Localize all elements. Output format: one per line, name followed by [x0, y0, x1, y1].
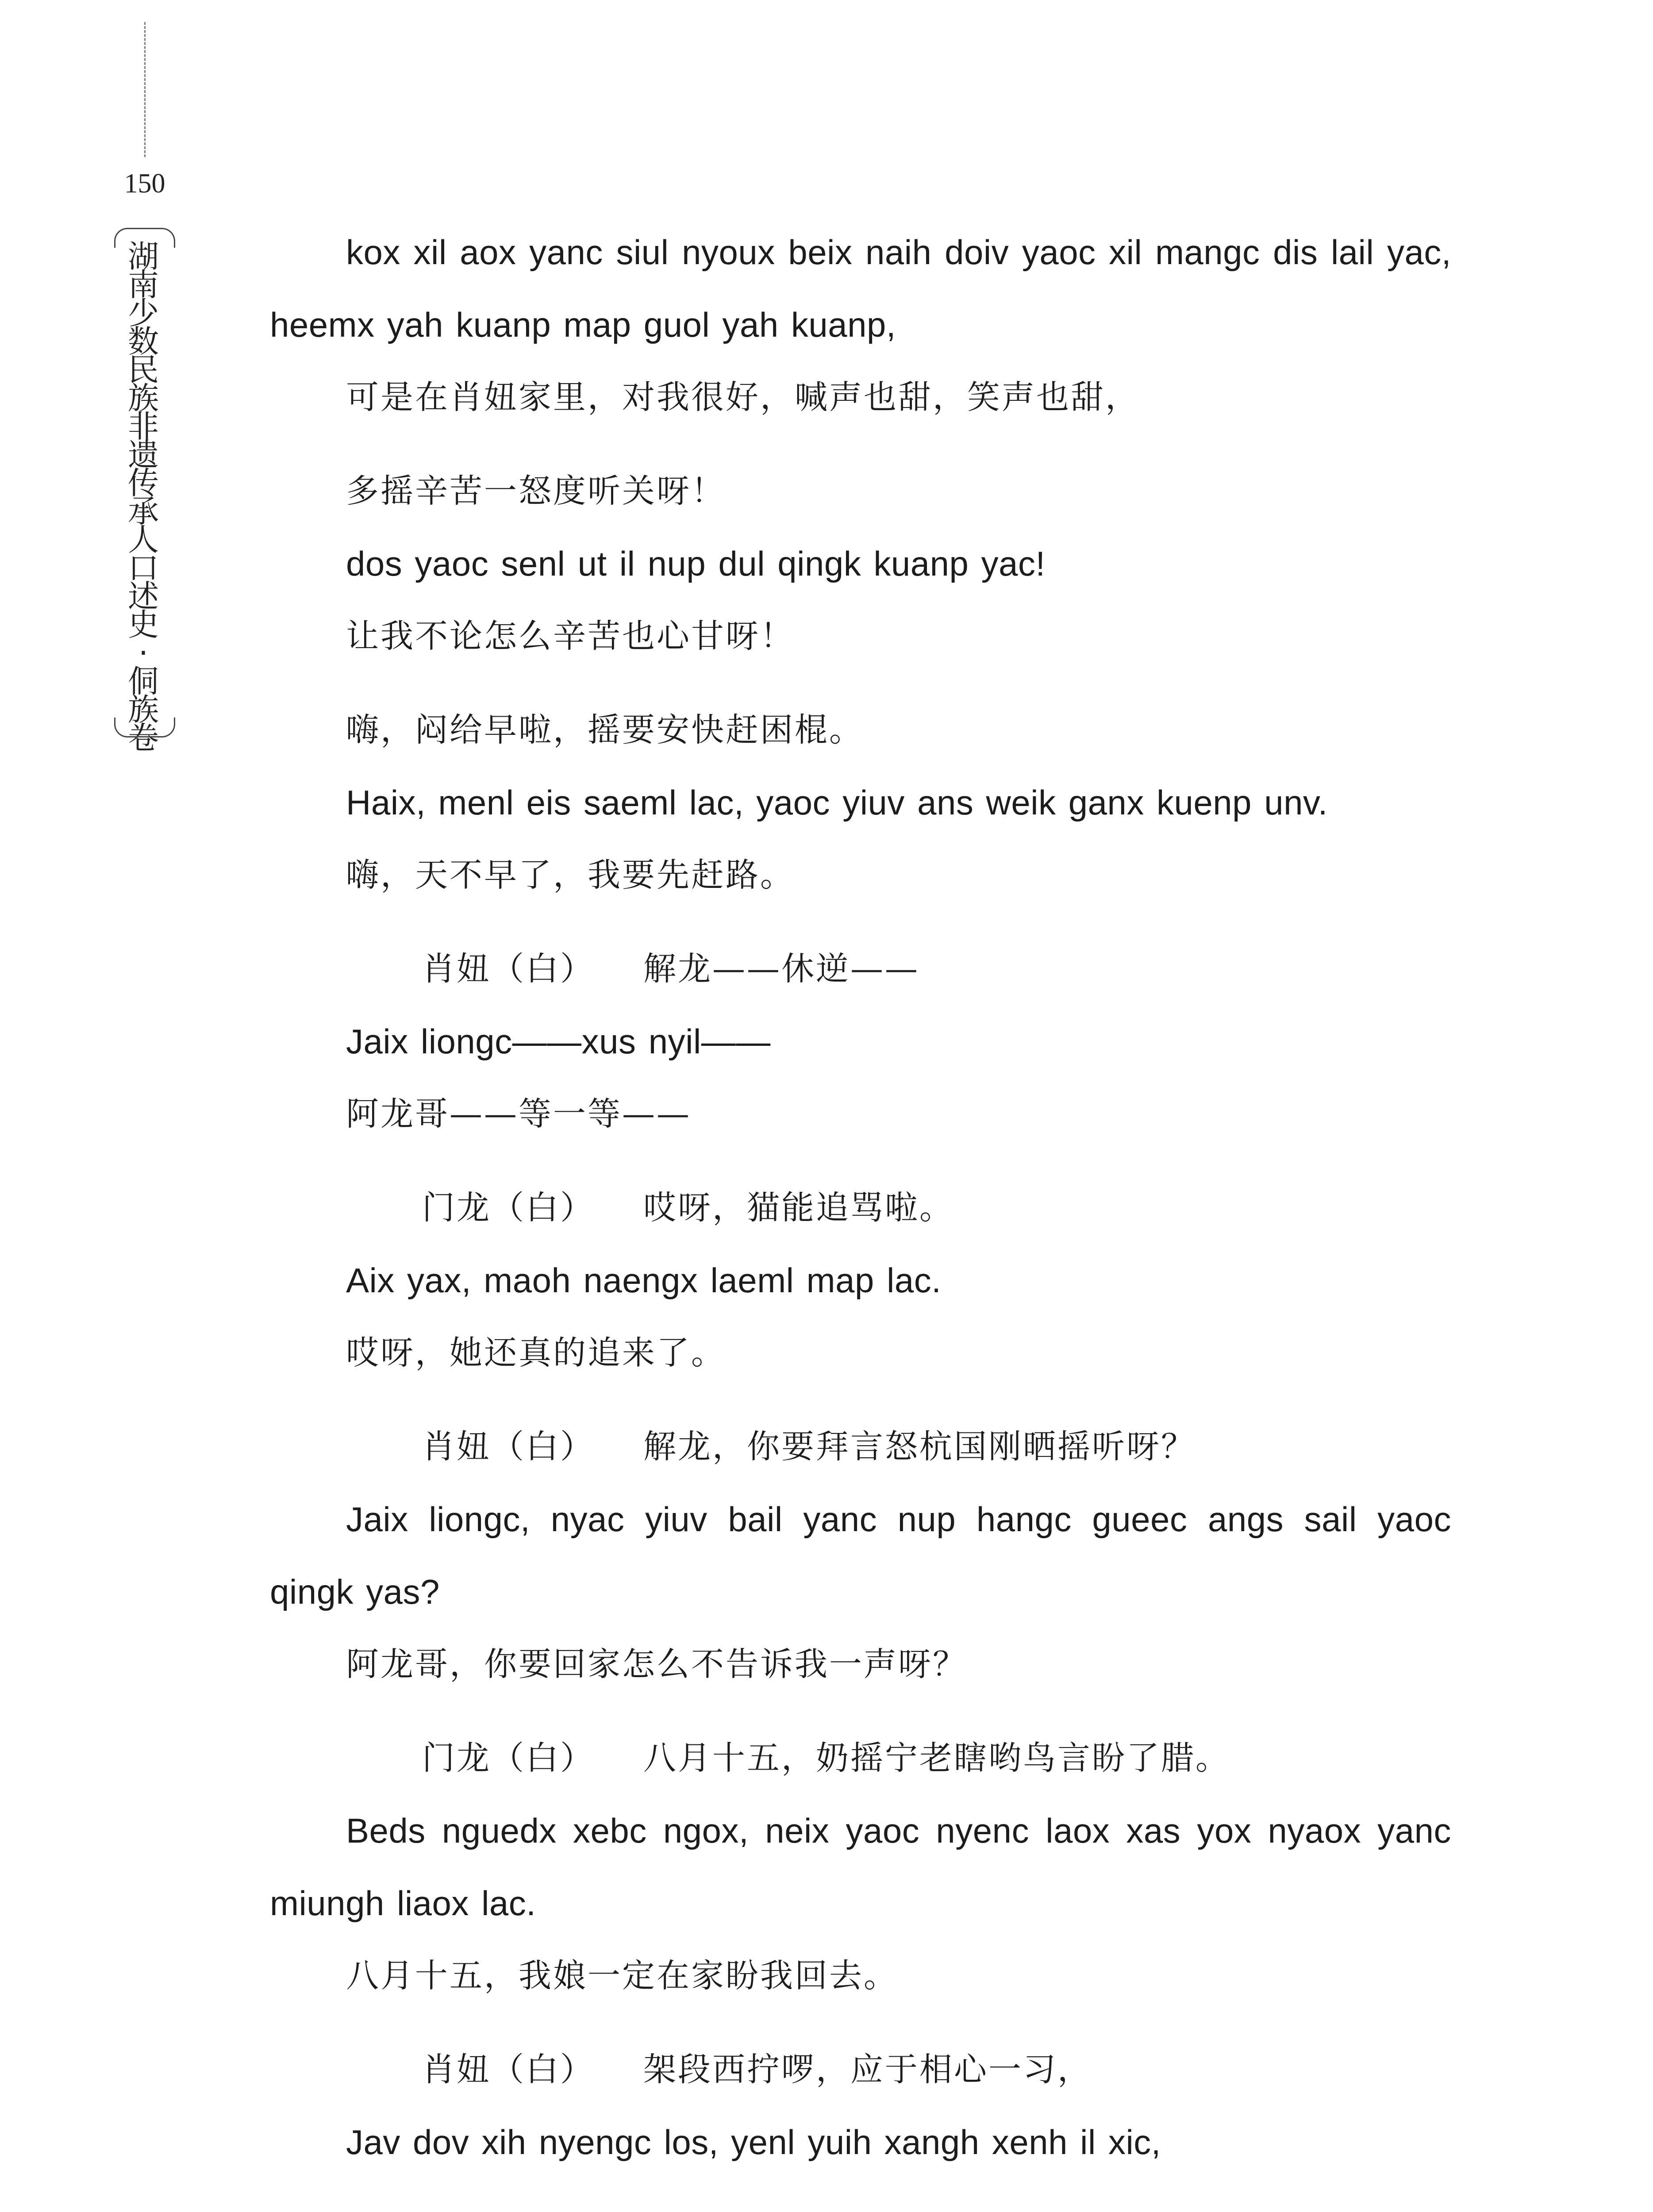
dong-text-line: Beds nguedx xebc ngox, neix yaoc nyenc laox xas yox nyaox yanc miungh liaox lac. [270, 1811, 1451, 1923]
dong-text-line: Jaix liongc, nyac yiuv bail yanc nup hangc gueec angs sail yaoc qingk yas? [270, 1500, 1451, 1611]
book-title-vertical: 湖南少数民族非遗传承人口述史·侗族卷 [128, 238, 159, 756]
dialogue-text: 八月十五，奶摇宁老瞎哟鸟言盼了腊。 [643, 1739, 1230, 1777]
dong-text-line: Jav dov xih nyengc los, yenl yuih xangh xenh il xic, [346, 2123, 1161, 2162]
chinese-translation-line: 哎呀，她还真的追来了。 [346, 1334, 726, 1372]
transliteration-line: 嗨，闷给早啦，摇要安快赶困棍。 [346, 711, 864, 749]
speaker-label: 肖妞（白） [422, 1428, 595, 1466]
speaker-label: 肖妞（白） [422, 2051, 595, 2089]
dong-text-line: dos yaoc senl ut il nup dul qingk kuanp yac! [346, 544, 1046, 583]
transliteration-line: 多摇辛苦一怒度听关呀！ [346, 472, 726, 510]
chinese-translation-line: 让我不论怎么辛苦也心甘呀！ [346, 617, 795, 655]
page-number: 150 [124, 169, 165, 199]
chinese-translation-line: 可是在肖妞家里，对我很好，喊声也甜，笑声也甜， [346, 378, 1140, 416]
dialogue-line [270, 933, 1451, 1005]
page-body [270, 216, 1451, 2178]
title-bracket-bottom [114, 718, 175, 737]
dialogue-text: 架段西拧啰，应于相心一习， [643, 2051, 1092, 2089]
chinese-translation-line: 嗨，天不早了，我要先赶路。 [346, 856, 795, 894]
dialogue-text: 哎呀，猫能追骂啦。 [643, 1189, 954, 1227]
chinese-translation-line: 阿龙哥，你要回家怎么不告诉我一声呀？ [346, 1645, 967, 1683]
dialogue-line [270, 1171, 1451, 1244]
dialogue-line [270, 1410, 1451, 1483]
header-dashed-rule [144, 22, 146, 157]
dong-text-line: kox xil aox yanc siul nyoux beix naih doiv yaoc xil mangc dis lail yac, heemx yah kuanp map guol yah kuanp, [270, 233, 1451, 344]
speaker-label: 门龙（白） [422, 1189, 595, 1227]
dong-text-line: Haix, menl eis saeml lac, yaoc yiuv ans weik ganx kuenp unv. [346, 783, 1328, 822]
speaker-label: 肖妞（白） [422, 950, 595, 988]
dialogue-line [270, 2033, 1451, 2106]
chinese-translation-line: 八月十五，我娘一定在家盼我回去。 [346, 1957, 898, 1995]
dong-text-line: Jaix liongc——xus nyil—— [346, 1022, 771, 1061]
dialogue-text: 解龙——休逆—— [643, 950, 919, 988]
chinese-translation-line: 阿龙哥——等一等—— [346, 1095, 691, 1133]
dialogue-text: 解龙，你要拜言怒杭国刚晒摇听呀？ [643, 1428, 1196, 1466]
dialogue-line [270, 1722, 1451, 1794]
speaker-label: 门龙（白） [422, 1739, 595, 1777]
dong-text-line: Aix yax, maoh naengx laeml map lac. [346, 1261, 942, 1300]
